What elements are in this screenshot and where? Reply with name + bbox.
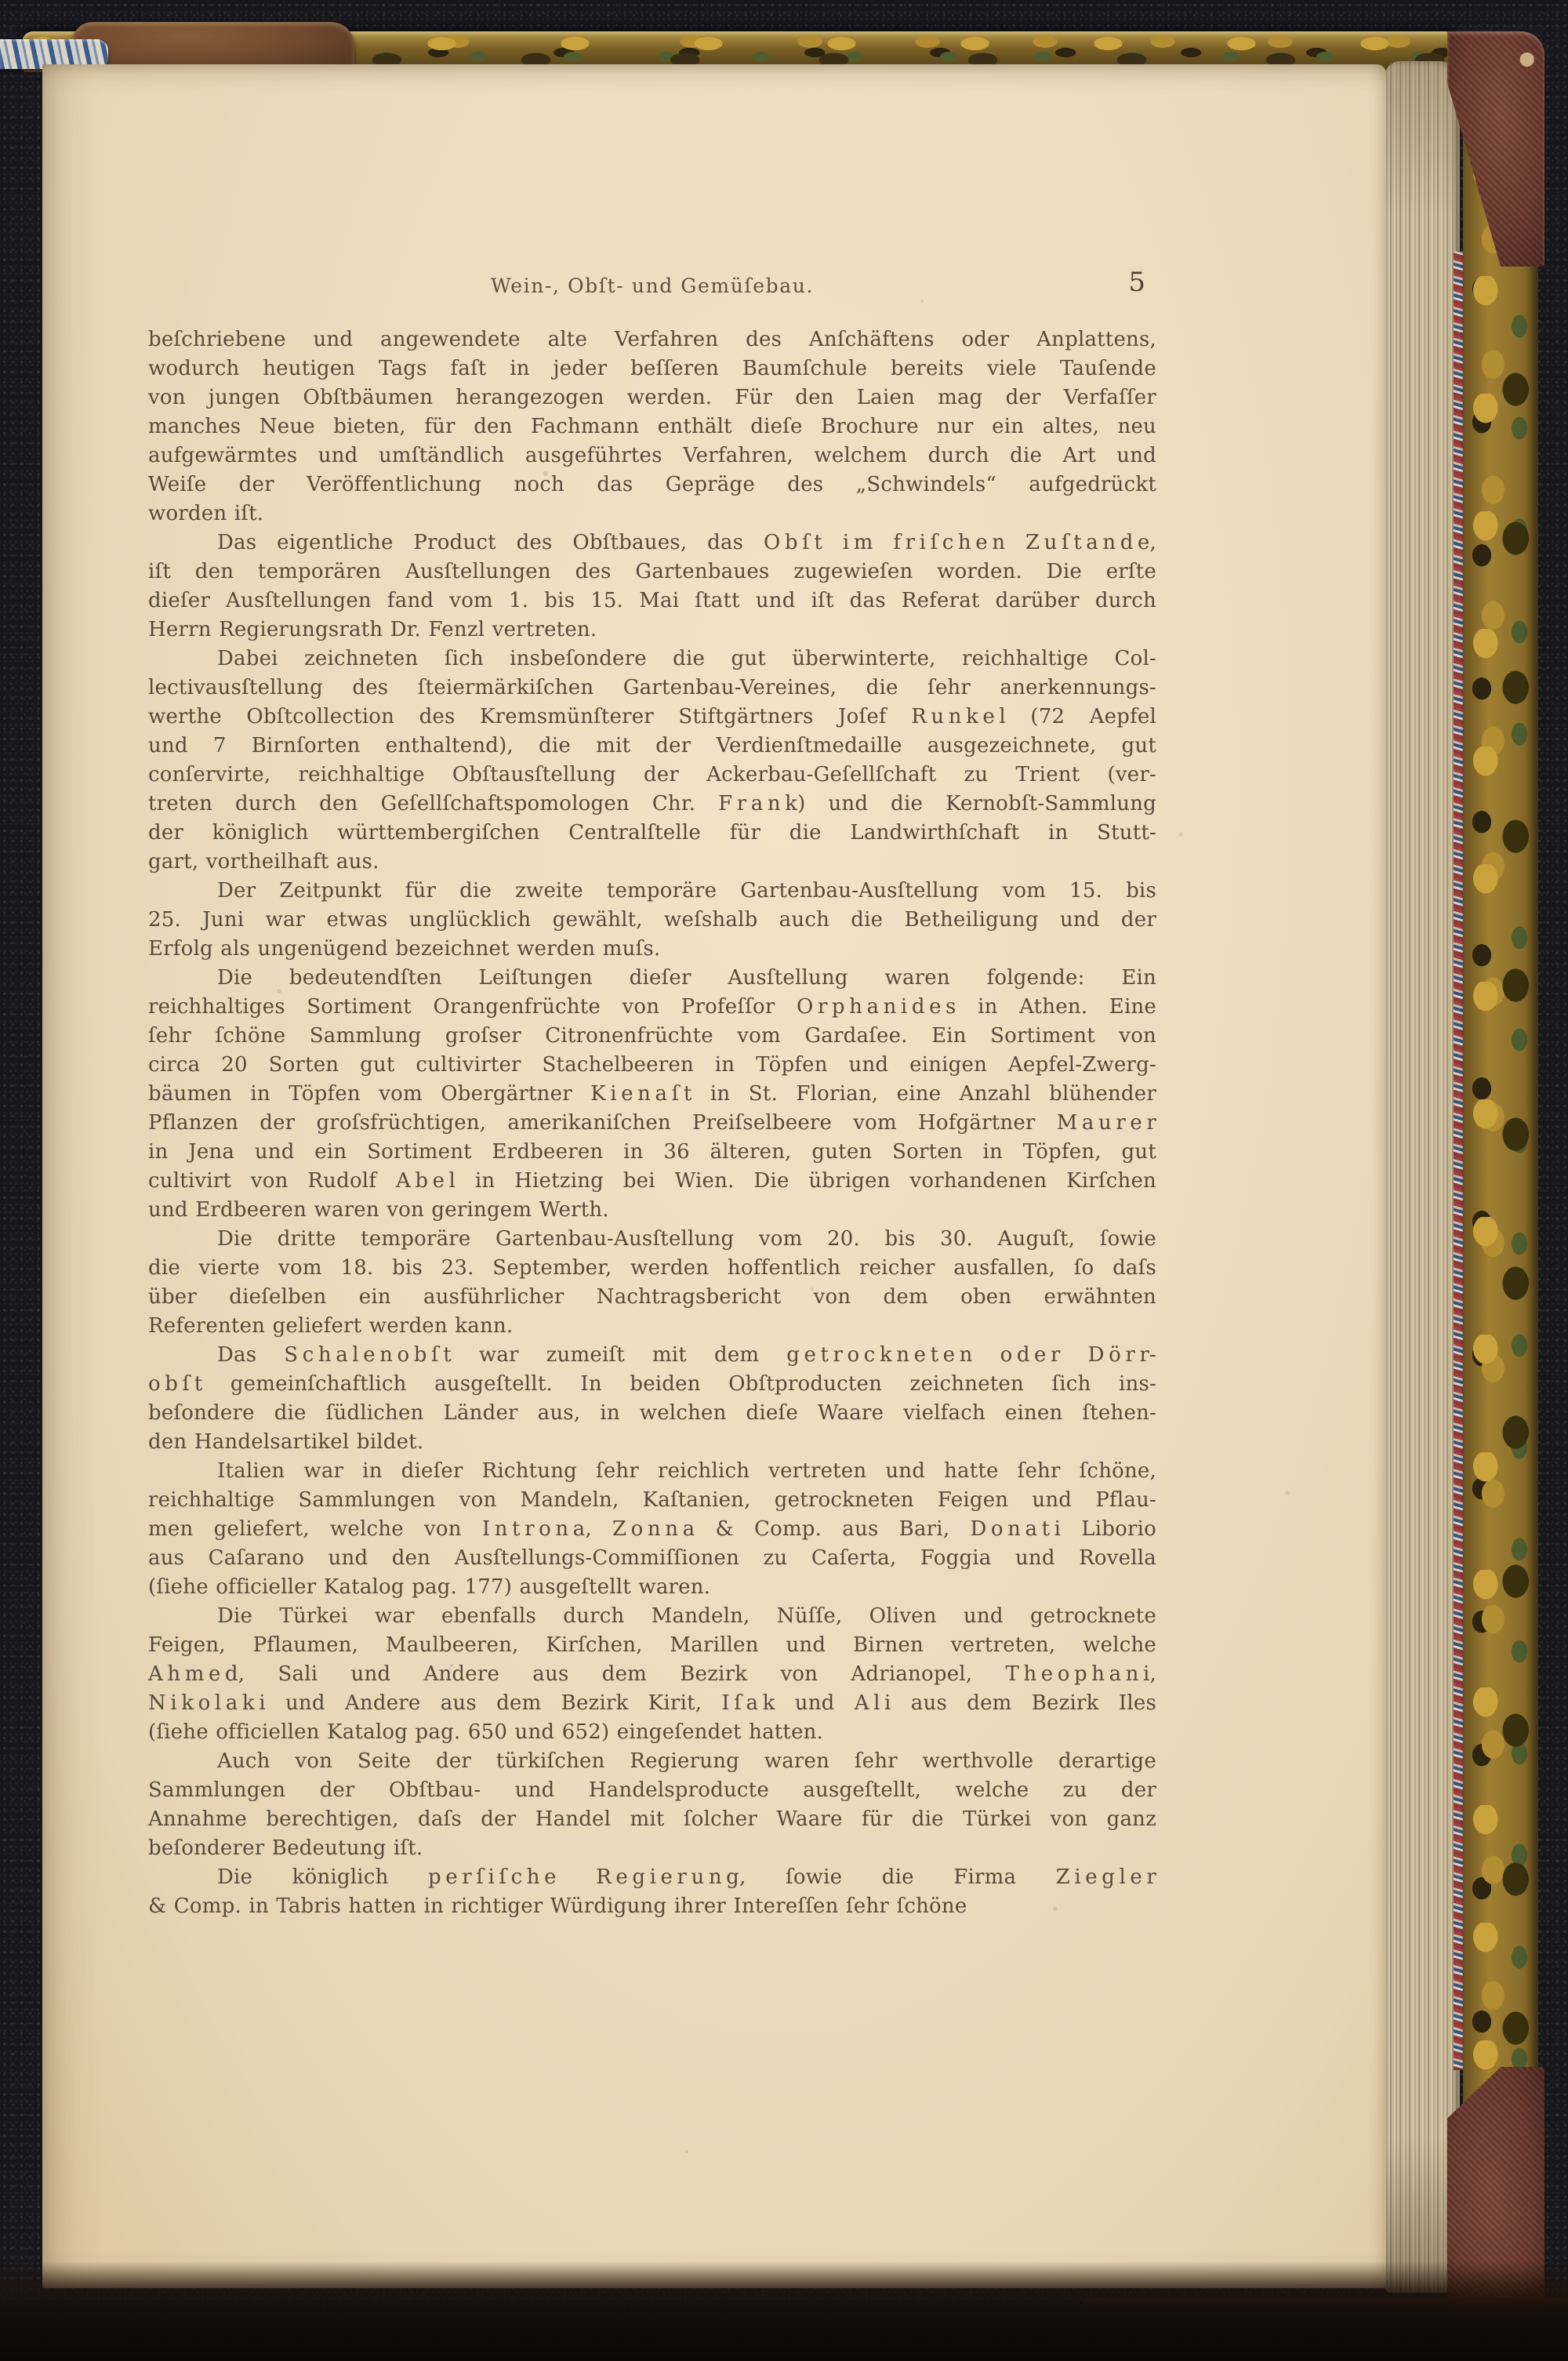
text-line: worden iſt.: [148, 502, 264, 525]
bottom-shadow: [0, 2261, 1568, 2361]
text-line: bäumen in Töpfen vom Obergärtner K i e n a ſ t in St. Florian, eine Anzahl blühender: [148, 1082, 1156, 1106]
text-line: 25. Juni war etwas unglücklich gewählt, weſshalb auch die Betheiligung und der: [148, 908, 1156, 932]
text-line: Weiſe der Veröffentlichung noch das Gepräge des „Schwindels“ aufgedrückt: [148, 473, 1156, 496]
text-line: iſt den temporären Ausſtellungen des Gartenbaues zugewieſen worden. Die erſte: [148, 560, 1156, 583]
text-line: conſervirte, reichhaltige Obſtausſtellung der Ackerbau-Geſellſchaft zu Trient (ver-: [148, 763, 1156, 786]
text-line: Feigen, Pflaumen, Maulbeeren, Kirſchen, Marillen und Birnen vertreten, welche: [148, 1633, 1156, 1657]
page-stack-fore-edge: [1385, 61, 1460, 2293]
text-line: Referenten geliefert werden kann.: [148, 1314, 514, 1338]
text-line: Die bedeutendſten Leiſtungen dieſer Ausſtellung waren folgende: Ein: [217, 966, 1156, 990]
text-line: und 7 Birnſorten enthaltend), die mit der Verdienſtmedaille ausgezeichnete, gut: [148, 734, 1156, 757]
book-cover-marbled-board: [1463, 41, 1538, 2338]
book-spine-leather: [72, 22, 354, 71]
text-line: von jungen Obſtbäumen herangezogen werden. Für den Laien mag der Verfaſſer: [148, 386, 1156, 409]
text-line: manches Neue bieten, für den Fachmann enthält dieſe Brochure nur ein altes, neu: [148, 415, 1156, 438]
text-line: wodurch heutigen Tags faſt in jeder beſſeren Baumſchule bereits viele Tauſende: [148, 357, 1156, 380]
text-line: lectivausſtellung des ſteiermärkiſchen Gartenbau-Vereines, die ſehr anerkennungs-: [148, 676, 1156, 699]
text-line: der königlich württembergiſchen Centralſtelle für die Landwirthſchaft in Stutt-: [148, 821, 1156, 845]
text-line: A h m e d, Sali und Andere aus dem Bezirk von Adrianopel, T h e o p h a n i,: [148, 1662, 1156, 1686]
text-line: Auch von Seite der türkiſchen Regierung waren ſehr werthvolle derartige: [217, 1749, 1156, 1773]
text-line: & Comp. in Tabris hatten in richtiger Würdigung ihrer Intereſſen ſehr ſchöne: [148, 1894, 967, 1918]
text-line: Die Türkei war ebenfalls durch Mandeln, Nüſſe, Oliven und getrocknete: [217, 1604, 1156, 1628]
cover-corner-leather-top: [1447, 31, 1544, 267]
text-line: in Jena und ein Sortiment Erdbeeren in 36 älteren, guten Sorten in Töpfen, gut: [148, 1140, 1156, 1164]
text-line: Die dritte temporäre Gartenbau-Ausſtellung vom 20. bis 30. Auguſt, ſowie: [217, 1227, 1156, 1251]
text-line: treten durch den Geſellſchaftspomologen Chr. F r a n k) und die Kernobſt-Sammlung: [148, 792, 1156, 815]
text-line: circa 20 Sorten gut cultivirter Stachelbeeren in Töpfen und einigen Aepfel-Zwerg-: [148, 1053, 1156, 1077]
text-line: Italien war in dieſer Richtung ſehr reichlich vertreten und hatte ſehr ſchöne,: [217, 1459, 1156, 1483]
text-line: reichhaltige Sammlungen von Mandeln, Kaſtanien, getrockneten Feigen und Pflau-: [148, 1488, 1156, 1512]
text-line: (ſiehe officiellen Katalog pag. 650 und 652) eingeſendet hatten.: [148, 1720, 824, 1744]
text-line: Das eigentliche Product des Obſtbaues, das O b ſ t i m f r i ſ c h e n Z u ſ t a n d e,: [217, 531, 1156, 554]
text-line: beſchriebene und angewendete alte Verfahren des Anſchäftens oder Anplattens,: [148, 328, 1156, 351]
text-line: (ſiehe officieller Katalog pag. 177) ausgeſtellt waren.: [148, 1575, 711, 1599]
text-line: beſondere die ſüdlichen Länder aus, in welchen dieſe Waare vielfach einen ſtehen-: [148, 1401, 1156, 1425]
text-line: dieſer Ausſtellungen fand vom 1. bis 15. Mai ſtatt und iſt das Referat darüber durch: [148, 589, 1156, 612]
text-line: aufgewärmtes und umſtändlich ausgeführtes Verfahren, welchem durch die Art und: [148, 444, 1156, 467]
text-line: Das S c h a l e n o b ſ t war zumeiſt mit dem g e t r o c k n e t e n o d e r D ö r r-: [217, 1343, 1156, 1367]
text-line: den Handelsartikel bildet.: [148, 1430, 424, 1454]
text-line: Annahme berechtigen, daſs der Handel mit ſolcher Waare für die Türkei von ganz: [148, 1807, 1156, 1831]
text-line: Dabei zeichneten ſich insbeſondere die gut überwinterte, reichhaltige Col-: [217, 647, 1156, 670]
text-line: beſonderer Bedeutung iſt.: [148, 1836, 423, 1860]
text-line: o b ſ t gemeinſchaftlich ausgeſtellt. In beiden Obſtproducten zeichneten ſich ins-: [148, 1372, 1156, 1396]
book-page: [42, 64, 1386, 2288]
text-line: men geliefert, welche von I n t r o n a, Z o n n a & Comp. aus Bari, D o n a t i Liborio: [148, 1517, 1156, 1541]
facing-page-edge: [0, 67, 44, 2287]
text-line: N i k o l a k i und Andere aus dem Bezirk Kirit, I ſ a k und A l i aus dem Bezirk Iles: [148, 1691, 1156, 1715]
running-header-title: Wein-, Obſt- und Gemüſebau.: [490, 274, 814, 297]
text-line: ſehr ſchöne Sammlung groſser Citronenfrüchte vom Gardaſee. Ein Sortiment von: [148, 1024, 1156, 1048]
page-number: 5: [1128, 267, 1145, 298]
text-line: Erfolg als ungenügend bezeichnet werden muſs.: [148, 937, 661, 961]
paper-foxing-specks: [42, 64, 45, 67]
text-line: Der Zeitpunkt für die zweite temporäre Gartenbau-Ausſtellung vom 15. bis: [217, 879, 1156, 903]
text-line: Herrn Regierungsrath Dr. Fenzl vertreten.: [148, 618, 597, 641]
text-line: Pflanzen der groſsfrüchtigen, amerikaniſchen Preiſselbeere vom Hofgärtner M a u r e r: [148, 1111, 1156, 1135]
text-line: die vierte vom 18. bis 23. September, werden hoffentlich reicher ausfallen, ſo daſs: [148, 1256, 1156, 1280]
text-line: und Erdbeeren waren von geringem Werth.: [148, 1198, 609, 1222]
text-line: über dieſelben ein ausführlicher Nachtragsbericht von dem oben erwähnten: [148, 1285, 1156, 1309]
text-line: reichhaltiges Sortiment Orangenfrüchte von Profeſſor O r p h a n i d e s in Athen. Eine: [148, 995, 1156, 1019]
page-body: [148, 325, 1156, 1921]
page-running-header: [148, 267, 1156, 309]
text-line: cultivirt von Rudolf A b e l in Hietzing bei Wien. Die übrigen vorhandenen Kirſchen: [148, 1169, 1156, 1193]
text-line: gart, vortheilhaft aus.: [148, 850, 379, 874]
text-line: aus Caſarano und den Ausſtellungs-Commiſſionen zu Caſerta, Foggia und Rovella: [148, 1546, 1156, 1570]
text-line: Die königlich p e r ſ i ſ c h e R e g i e r u n g, ſowie die Firma Z i e g l e r: [217, 1865, 1156, 1889]
text-line: werthe Obſtcollection des Kremsmünſterer Stiftgärtners Joſef R u n k e l (72 Aepfel: [148, 705, 1156, 728]
text-line: Sammlungen der Obſtbau- und Handelsproducte ausgeſtellt, welche zu der: [148, 1778, 1156, 1802]
